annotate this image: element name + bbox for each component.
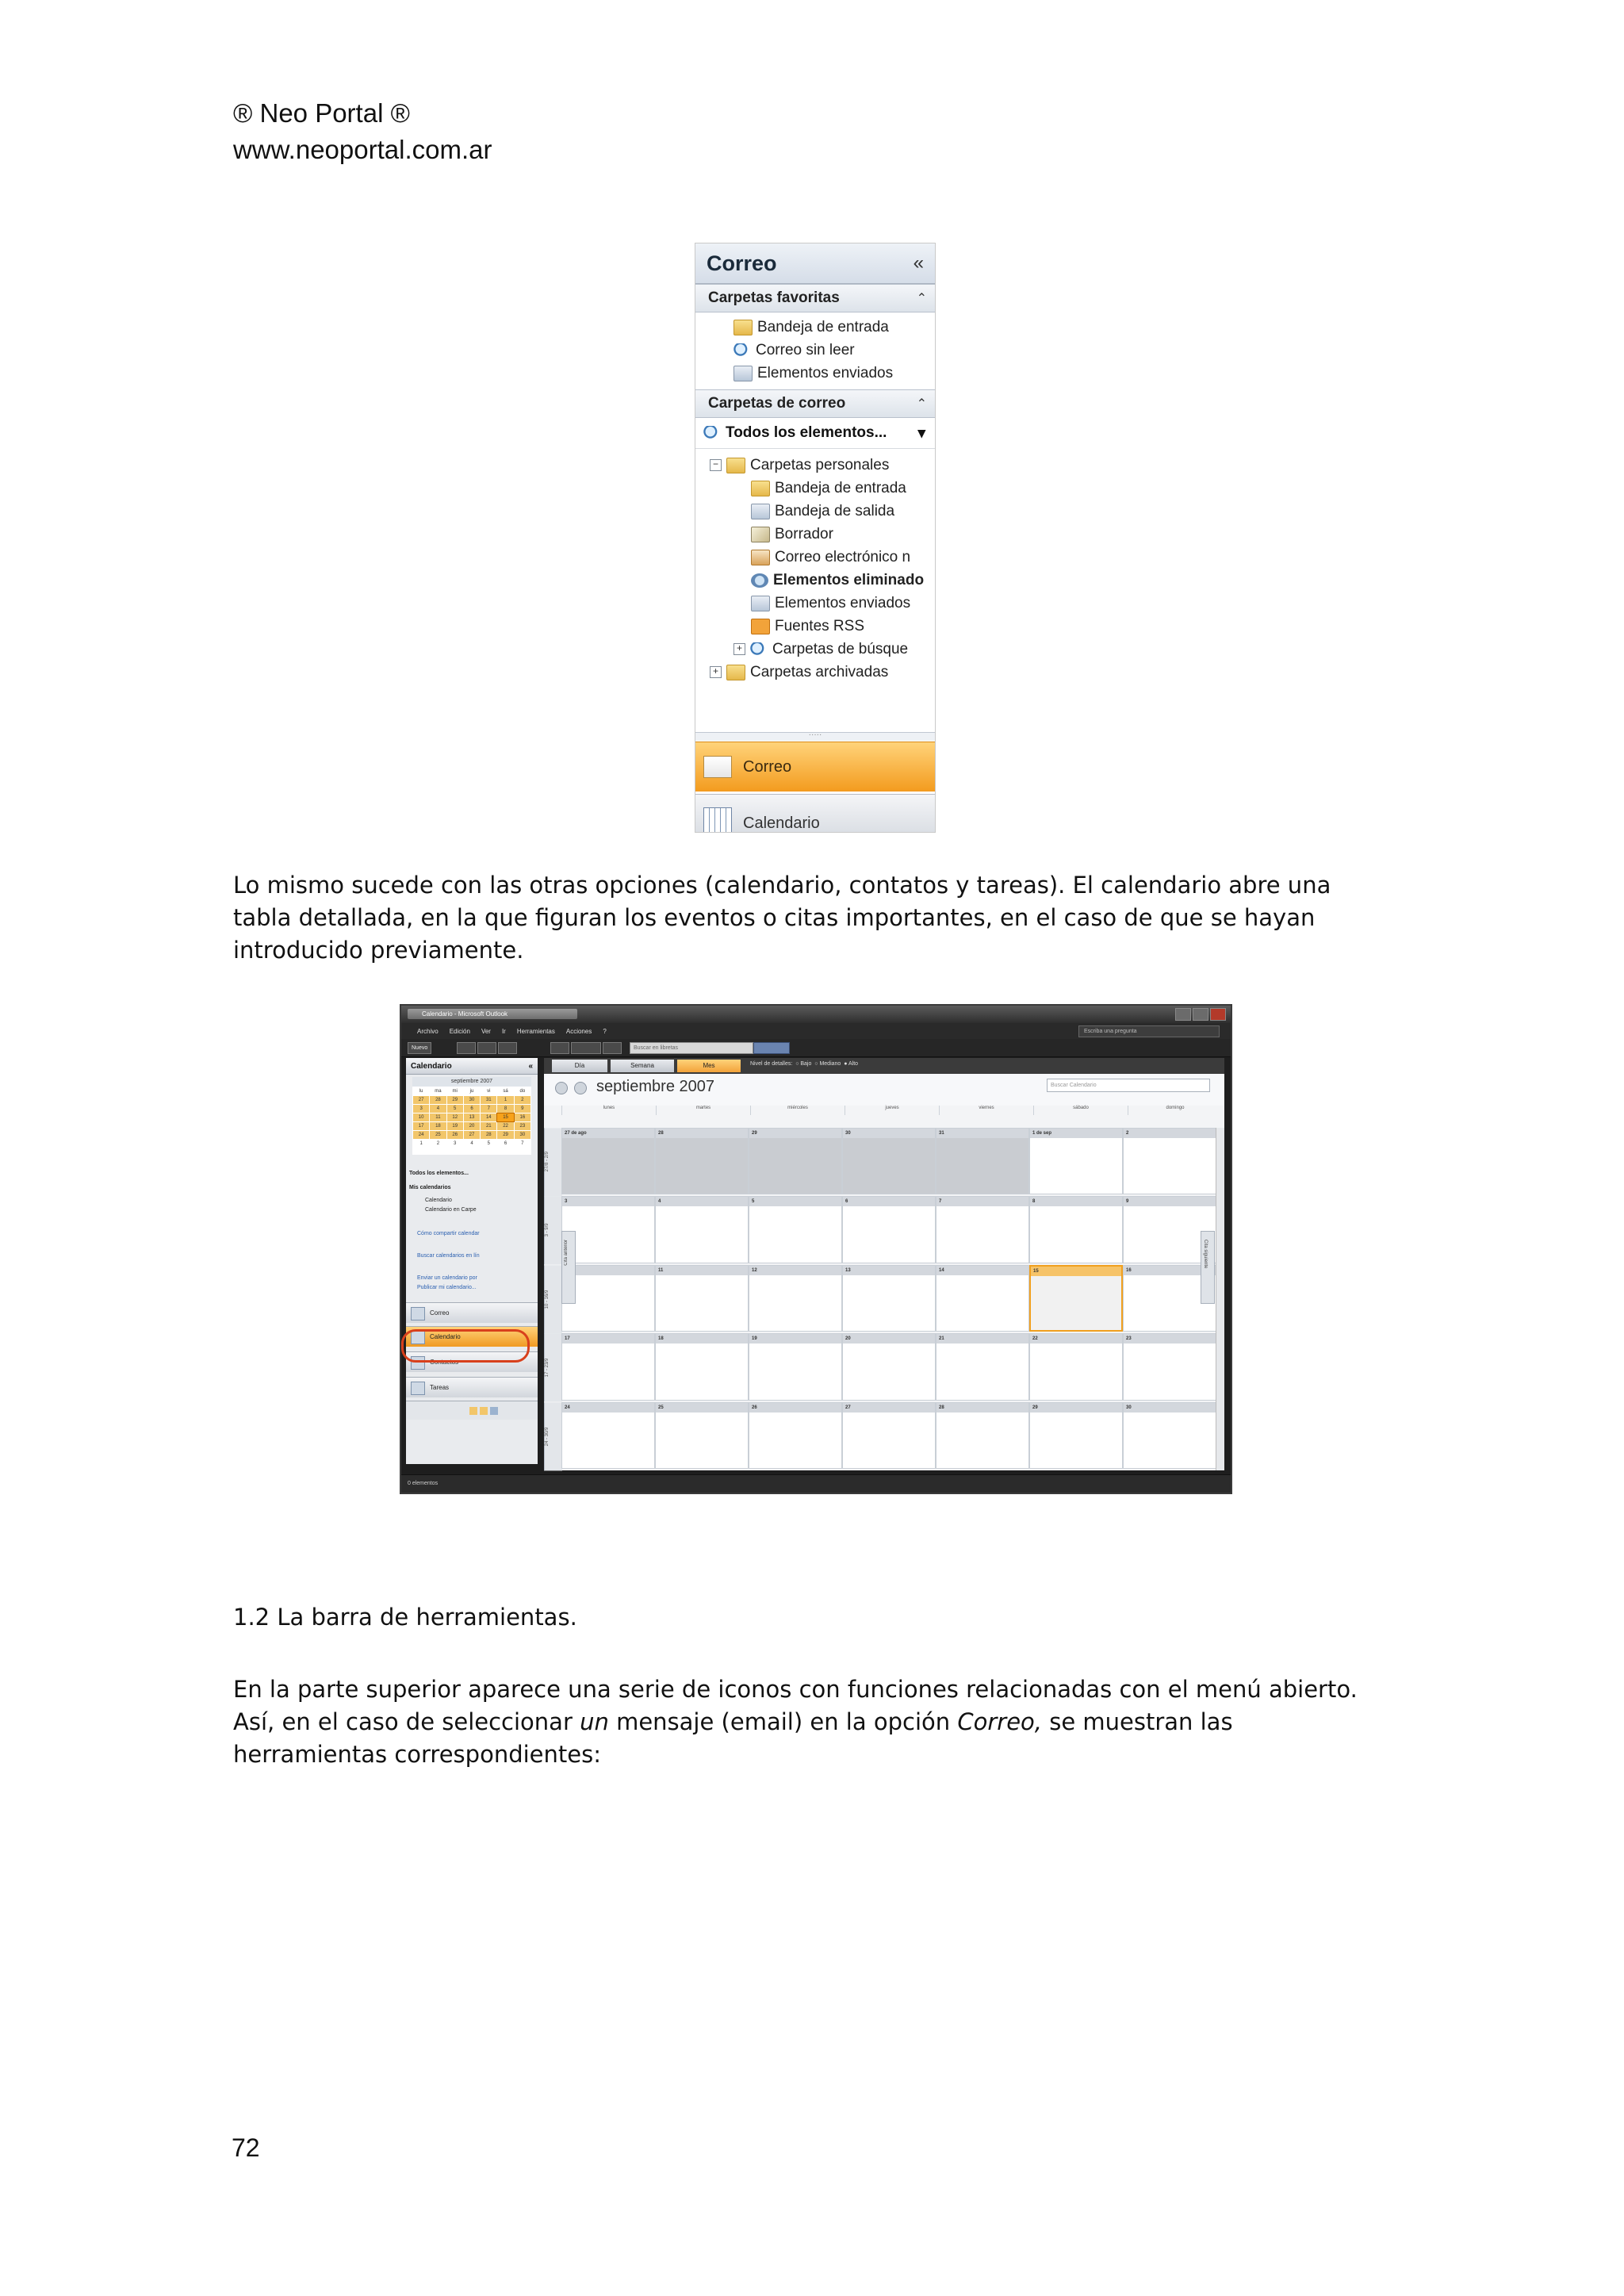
mini-day[interactable]: 24 (413, 1131, 429, 1139)
nav-button-tasks[interactable] (406, 1377, 538, 1397)
sent-items-icon (751, 596, 770, 611)
menu-edicion[interactable]: Edición (449, 1027, 470, 1035)
day-cell[interactable] (561, 1128, 655, 1194)
tree-deleted[interactable] (751, 569, 935, 592)
outbox-icon (751, 504, 770, 519)
tree-root[interactable] (710, 454, 935, 477)
day-cell[interactable] (936, 1128, 1029, 1194)
weekday-label: jueves (845, 1106, 939, 1115)
day-number: 21 (936, 1334, 1028, 1343)
search-go-button[interactable] (753, 1042, 790, 1054)
calendar-navigation-pane (406, 1058, 538, 1464)
notes-icon[interactable] (469, 1407, 477, 1415)
mini-day[interactable]: 30 (464, 1096, 480, 1104)
tree-outbox[interactable] (751, 500, 935, 523)
day-number: 9 (1124, 1197, 1216, 1206)
close-icon[interactable] (1210, 1008, 1226, 1021)
help-search-box[interactable]: Escriba una pregunta (1078, 1025, 1220, 1037)
search-folder-icon (733, 343, 751, 358)
mini-day[interactable]: 22 (497, 1122, 513, 1130)
day-number: 14 (936, 1266, 1028, 1275)
week-label[interactable]: 24 - 30/9 (544, 1402, 562, 1470)
day-cell[interactable] (561, 1402, 655, 1469)
nav-button-label: Tareas (430, 1384, 450, 1391)
mail-pane-screenshot (695, 243, 936, 833)
day-cell[interactable] (655, 1402, 749, 1469)
chevron-up-icon[interactable]: ⌃ (916, 397, 927, 411)
today-button[interactable] (571, 1042, 601, 1054)
favorites-title: Carpetas favoritas (708, 289, 840, 306)
calendar-header (544, 1074, 1224, 1110)
sent-items-icon (733, 366, 753, 381)
nav-button-mail[interactable] (406, 1302, 538, 1323)
mini-day[interactable]: 18 (430, 1122, 446, 1130)
day-number: 25 (656, 1403, 748, 1412)
weekday-label: domingo (1128, 1106, 1222, 1115)
dropdown-arrow-icon: ▾ (917, 424, 925, 442)
pane-resize-handle[interactable]: ····· (695, 732, 935, 741)
day-cell[interactable] (1029, 1196, 1123, 1263)
favorite-label: Elementos enviados (757, 364, 894, 381)
mail-pane-title: Correo (707, 251, 777, 275)
day-cell[interactable] (842, 1196, 936, 1263)
nav-button-calendar[interactable] (695, 794, 935, 833)
weekday-label: viernes (939, 1106, 1033, 1115)
day-number: 17 (562, 1334, 654, 1343)
day-cell[interactable] (655, 1196, 749, 1263)
prev-month-button[interactable] (555, 1082, 568, 1094)
mail-folders-title: Carpetas de correo (708, 395, 846, 412)
mini-day[interactable]: 3 (413, 1105, 429, 1113)
day-number: 5 (749, 1197, 841, 1206)
weekday-label: lunes (561, 1106, 656, 1115)
mini-day[interactable]: 19 (447, 1122, 463, 1130)
calendar-scrollbar[interactable] (1216, 1128, 1224, 1470)
nav-button-mail[interactable] (695, 742, 935, 792)
day-number: 22 (1030, 1334, 1122, 1343)
favorites-header[interactable] (695, 284, 935, 312)
day-cell[interactable] (842, 1402, 936, 1469)
tree-rss[interactable] (751, 615, 935, 638)
mini-calendar-month[interactable]: septiembre 2007 (412, 1077, 531, 1087)
mail-pane-title-bar (695, 243, 935, 284)
mini-weekday: ju (464, 1087, 480, 1095)
mini-day[interactable]: 5 (481, 1140, 496, 1148)
link-send-calendar[interactable]: Enviar un calendario por (417, 1275, 477, 1281)
week-row (544, 1333, 1224, 1401)
day-cell[interactable] (1029, 1333, 1123, 1400)
day-cell[interactable] (749, 1402, 842, 1469)
mini-day[interactable]: 16 (515, 1114, 530, 1121)
tree-label: Fuentes RSS (775, 617, 864, 634)
tab-month[interactable]: Mes (677, 1060, 741, 1072)
day-number: 7 (936, 1197, 1028, 1206)
detail-medium[interactable]: Mediano (819, 1061, 841, 1067)
day-number: 4 (656, 1197, 748, 1206)
day-number: 31 (936, 1129, 1028, 1138)
address-search-input[interactable]: Buscar en libretas (630, 1042, 753, 1054)
link-publish-calendar[interactable]: Publicar mi calendario... (417, 1285, 477, 1290)
tasks-icon (411, 1382, 425, 1395)
mini-day[interactable]: 7 (481, 1105, 496, 1113)
calendar-main (544, 1058, 1224, 1470)
mini-day[interactable]: 8 (497, 1105, 513, 1113)
toolbar (401, 1039, 1231, 1057)
day-cell[interactable] (936, 1196, 1029, 1263)
tree-label: Bandeja de salida (775, 502, 895, 519)
day-number: 19 (749, 1334, 841, 1343)
nav-all-items[interactable]: Todos los elementos... (409, 1171, 469, 1176)
mini-weekday: ma (430, 1087, 446, 1095)
week-row (544, 1196, 1224, 1264)
mini-day[interactable]: 14 (481, 1114, 496, 1121)
detail-label: Nivel de detalles: (750, 1061, 793, 1067)
mini-day[interactable]: 29 (447, 1096, 463, 1104)
tree-root-label: Carpetas personales (750, 456, 890, 473)
paragraph-line: tabla detallada, en la que figuran los eventos o citas importantes, en el caso de que se hayan (233, 904, 1316, 931)
send-receive-icon[interactable] (550, 1042, 569, 1054)
day-cell[interactable] (655, 1333, 749, 1400)
tree-label: Bandeja de entrada (775, 479, 906, 496)
text-run: Así, en el caso de seleccionar (233, 1708, 580, 1735)
weekday-label: miércoles (750, 1106, 845, 1115)
mini-day[interactable]: 17 (413, 1122, 429, 1130)
paragraph-line: En la parte superior aparece una serie de iconos con funciones relacionadas con el menú abierto. (233, 1676, 1358, 1703)
mini-day[interactable]: 5 (447, 1105, 463, 1113)
mini-day[interactable]: 27 (464, 1131, 480, 1139)
day-cell[interactable] (842, 1333, 936, 1400)
day-number: 1 de sep (1030, 1129, 1122, 1138)
day-number: 16 (1124, 1266, 1216, 1275)
mini-day[interactable]: 21 (481, 1122, 496, 1130)
favorite-label: Correo sin leer (756, 341, 855, 358)
day-cell[interactable] (1029, 1402, 1123, 1469)
day-number: 2 (1124, 1129, 1216, 1138)
day-number: 3 (562, 1197, 654, 1206)
day-number: 29 (1030, 1403, 1122, 1412)
mini-day[interactable]: 7 (515, 1140, 530, 1148)
nav-button-label: Contactos (430, 1359, 459, 1366)
mini-weekday: sá (497, 1087, 513, 1095)
delete-icon[interactable] (498, 1042, 517, 1054)
week-row (544, 1128, 1224, 1196)
day-cell[interactable] (655, 1128, 749, 1194)
mini-day[interactable]: 4 (430, 1105, 446, 1113)
tree-label: Elementos eliminado (773, 571, 925, 588)
header-url: www.neoportal.com.ar (233, 135, 492, 164)
nav-calendar-label: Calendario (743, 815, 820, 832)
collapse-icon[interactable]: « (528, 1061, 533, 1071)
day-cell[interactable] (936, 1265, 1029, 1332)
calendar-icon (703, 807, 732, 833)
mini-calendar (412, 1077, 531, 1155)
day-cell[interactable] (842, 1128, 936, 1194)
day-number: 15 (1031, 1267, 1121, 1276)
day-number: 6 (843, 1197, 935, 1206)
mini-day[interactable]: 1 (413, 1140, 429, 1148)
emphasis-text: Correo, (957, 1708, 1042, 1735)
mini-day[interactable]: 30 (515, 1131, 530, 1139)
my-calendars-header[interactable]: Mis calendarios (409, 1185, 451, 1190)
mini-day[interactable]: 11 (430, 1114, 446, 1121)
day-cell[interactable] (1029, 1265, 1123, 1332)
tree-label: Elementos enviados (775, 594, 911, 611)
link-share-calendar[interactable]: Cómo compartir calendar (417, 1231, 480, 1236)
window-title-bar (401, 1006, 1231, 1023)
day-cell[interactable] (936, 1333, 1029, 1400)
favorite-inbox[interactable] (733, 316, 935, 339)
favorites-list (695, 312, 935, 389)
expand-icon[interactable]: + (733, 643, 745, 655)
personal-folders-icon (726, 458, 745, 473)
mail-folders-header[interactable] (695, 389, 935, 418)
mini-day[interactable]: 25 (430, 1131, 446, 1139)
calendar-search-input[interactable]: Buscar Calendario (1047, 1079, 1210, 1092)
nav-shortcuts-bar (406, 1401, 538, 1420)
day-number: 28 (936, 1403, 1028, 1412)
detail-level: Nivel de detalles: ○ Bajo ○ Mediano ● Alto (750, 1061, 859, 1067)
tree-label: Borrador (775, 525, 833, 542)
next-appointment-button[interactable] (1201, 1231, 1215, 1304)
weekday-label: martes (656, 1106, 750, 1115)
mini-day[interactable]: 27 (413, 1096, 429, 1104)
mini-day[interactable]: 29 (497, 1131, 513, 1139)
favorite-sent[interactable] (733, 362, 935, 385)
all-items-label: Todos los elementos... (726, 424, 887, 441)
tree-sent[interactable] (751, 592, 935, 615)
menu-ver[interactable]: Ver (481, 1027, 491, 1035)
day-cell[interactable] (749, 1128, 842, 1194)
menu-archivo[interactable]: Archivo (417, 1027, 439, 1035)
day-number: 12 (749, 1266, 841, 1275)
day-cell[interactable] (1123, 1402, 1216, 1469)
day-number: 8 (1030, 1197, 1122, 1206)
mini-weekday: do (515, 1087, 530, 1095)
window-title: Calendario - Microsoft Outlook (408, 1009, 577, 1019)
mini-day[interactable]: 3 (447, 1140, 463, 1148)
folder-icon (733, 320, 753, 335)
calendar-checkbox-1[interactable]: Calendario (425, 1198, 452, 1203)
search-folder-icon (750, 642, 768, 657)
mini-weekday: vi (481, 1087, 496, 1095)
envelope-icon (703, 756, 732, 778)
junk-mail-icon (751, 550, 770, 565)
mini-day[interactable]: 13 (464, 1114, 480, 1121)
paragraph-toolbar (233, 1673, 1407, 1771)
tree-label: Carpetas archivadas (750, 663, 889, 680)
day-cell[interactable] (561, 1333, 655, 1400)
minimize-icon[interactable] (1175, 1008, 1191, 1021)
expand-icon[interactable]: + (710, 666, 722, 678)
month-grid (544, 1128, 1224, 1470)
next-appointment-label: Cita siguiente (1203, 1240, 1208, 1269)
mini-calendar-grid[interactable] (412, 1087, 531, 1148)
day-number: 30 (843, 1129, 935, 1138)
day-cell[interactable] (936, 1402, 1029, 1469)
window-controls (1175, 1008, 1226, 1021)
day-cell[interactable] (749, 1333, 842, 1400)
day-number (562, 1266, 654, 1275)
week-row (544, 1265, 1224, 1333)
detail-high[interactable]: Alto (848, 1061, 859, 1067)
mini-day[interactable]: 20 (464, 1122, 480, 1130)
maximize-icon[interactable] (1193, 1008, 1208, 1021)
day-cell[interactable] (1123, 1333, 1216, 1400)
mini-day[interactable]: 12 (447, 1114, 463, 1121)
day-number: 18 (656, 1334, 748, 1343)
deleted-items-icon (751, 573, 768, 588)
mini-day[interactable]: 28 (430, 1096, 446, 1104)
mini-day[interactable]: 15 (497, 1114, 513, 1121)
prev-appointment-button[interactable] (561, 1231, 576, 1304)
menu-acciones[interactable]: Acciones (565, 1027, 592, 1035)
nav-button-label: Correo (430, 1309, 450, 1317)
inbox-icon (751, 481, 770, 496)
favorite-unread[interactable] (733, 339, 935, 362)
paragraph-line: introducido previamente. (233, 937, 524, 964)
day-cell[interactable] (1029, 1128, 1123, 1194)
address-book-icon[interactable] (603, 1042, 622, 1054)
day-number: 27 (843, 1403, 935, 1412)
day-cell[interactable] (842, 1265, 936, 1332)
print-icon[interactable] (457, 1042, 476, 1054)
weekday-spacer (544, 1106, 561, 1115)
mini-day[interactable]: 2 (515, 1096, 530, 1104)
folder-tree (695, 449, 935, 684)
week-label[interactable]: 3 - 9/9 (544, 1196, 562, 1264)
mini-weekday: mi (447, 1087, 463, 1095)
paragraph-line (233, 1706, 1407, 1738)
header-brand: ® Neo Portal ® (233, 98, 410, 128)
all-items-dropdown[interactable] (695, 418, 935, 449)
archive-folder-icon (726, 665, 745, 680)
mini-day[interactable]: 6 (464, 1105, 480, 1113)
envelope-icon (411, 1307, 425, 1320)
day-cell[interactable] (1123, 1128, 1216, 1194)
mini-day[interactable]: 10 (413, 1114, 429, 1121)
move-icon[interactable] (477, 1042, 496, 1054)
favorite-label: Bandeja de entrada (757, 318, 889, 335)
next-month-button[interactable] (574, 1082, 587, 1094)
mini-day[interactable]: 6 (497, 1140, 513, 1148)
page-number: 72 (232, 2133, 260, 2162)
weekday-header (544, 1106, 1224, 1115)
tab-day[interactable]: Día (552, 1060, 607, 1072)
section-title: 1.2 La barra de herramientas. (233, 1604, 577, 1631)
calendar-window-screenshot (400, 1004, 1232, 1494)
highlight-ring (401, 1329, 530, 1363)
day-number: 23 (1124, 1334, 1216, 1343)
nav-header (406, 1058, 538, 1075)
text-run: mensaje (email) en la opción (608, 1708, 958, 1735)
day-number: 11 (656, 1266, 748, 1275)
tree-search-folders[interactable] (733, 638, 935, 661)
folder-list-icon[interactable] (480, 1407, 488, 1415)
day-number: 20 (843, 1334, 935, 1343)
paragraph-line: Lo mismo sucede con las otras opciones (calendario, contatos y tareas). El calendario abre una (233, 872, 1331, 899)
week-label[interactable]: 10 - 16/9 (544, 1265, 562, 1333)
day-number: 27 de ago (562, 1129, 654, 1138)
collapse-pane-button[interactable]: « (913, 252, 924, 274)
drafts-icon (751, 527, 770, 542)
week-row (544, 1402, 1224, 1470)
tree-children (710, 477, 935, 661)
search-icon (703, 426, 721, 440)
day-number: 13 (843, 1266, 935, 1275)
mini-day[interactable]: 1 (497, 1096, 513, 1104)
paragraph-line: herramientas correspondientes: (233, 1741, 601, 1768)
menu-herramientas[interactable]: Herramientas (516, 1027, 555, 1035)
mini-weekday: lu (413, 1087, 429, 1095)
week-label[interactable]: 17 - 23/9 (544, 1333, 562, 1401)
calendar-checkbox-2[interactable]: Calendario en Carpe (425, 1207, 477, 1213)
week-label[interactable]: 27/8 - 2/9 (544, 1128, 562, 1196)
tree-archived[interactable] (710, 661, 935, 684)
chevron-up-icon[interactable]: ⌃ (916, 292, 927, 305)
emphasis-text: un (580, 1708, 609, 1735)
day-cell[interactable] (655, 1265, 749, 1332)
menu-help[interactable]: ? (603, 1027, 607, 1035)
mini-day[interactable]: 26 (447, 1131, 463, 1139)
new-button[interactable]: Nuevo (408, 1042, 431, 1054)
mini-day[interactable]: 2 (430, 1140, 446, 1148)
day-cell[interactable] (749, 1196, 842, 1263)
day-number: 29 (749, 1129, 841, 1138)
mini-day[interactable]: 23 (515, 1122, 530, 1130)
tab-week[interactable]: Semana (611, 1060, 674, 1072)
shortcuts-icon[interactable] (490, 1407, 498, 1415)
tree-inbox[interactable] (751, 477, 935, 500)
weekday-label: sábado (1033, 1106, 1128, 1115)
paragraph-calendar (233, 869, 1407, 967)
tree-label: Correo electrónico n (775, 548, 911, 565)
link-search-calendars[interactable]: Buscar calendarios en lín (417, 1253, 480, 1259)
detail-low[interactable]: Bajo (800, 1061, 812, 1067)
prev-appointment-label: Cita anterior (564, 1240, 569, 1266)
menu-ir[interactable]: Ir (501, 1027, 506, 1035)
nav-button-label: Calendario (430, 1333, 461, 1340)
day-number: 24 (562, 1403, 654, 1412)
view-tabs (544, 1058, 1224, 1074)
day-number: 28 (656, 1129, 748, 1138)
day-number: 26 (749, 1403, 841, 1412)
text-run: se muestran las (1042, 1708, 1233, 1735)
calendar-month-title: septiembre 2007 (596, 1078, 714, 1095)
nav-title: Calendario (411, 1061, 452, 1071)
mini-day[interactable]: 28 (481, 1131, 496, 1139)
nav-mail-label: Correo (743, 757, 792, 776)
day-cell[interactable] (749, 1265, 842, 1332)
mini-day[interactable]: 4 (464, 1140, 480, 1148)
status-bar: 0 elementos (401, 1474, 1231, 1493)
day-number: 30 (1124, 1403, 1216, 1412)
tree-junk[interactable] (751, 546, 935, 569)
rss-icon (751, 619, 770, 634)
mini-day[interactable]: 31 (481, 1096, 496, 1104)
tree-drafts[interactable] (751, 523, 935, 546)
tree-label: Carpetas de búsque (772, 640, 909, 657)
collapse-icon[interactable]: − (710, 459, 722, 471)
mini-day[interactable]: 9 (515, 1105, 530, 1113)
